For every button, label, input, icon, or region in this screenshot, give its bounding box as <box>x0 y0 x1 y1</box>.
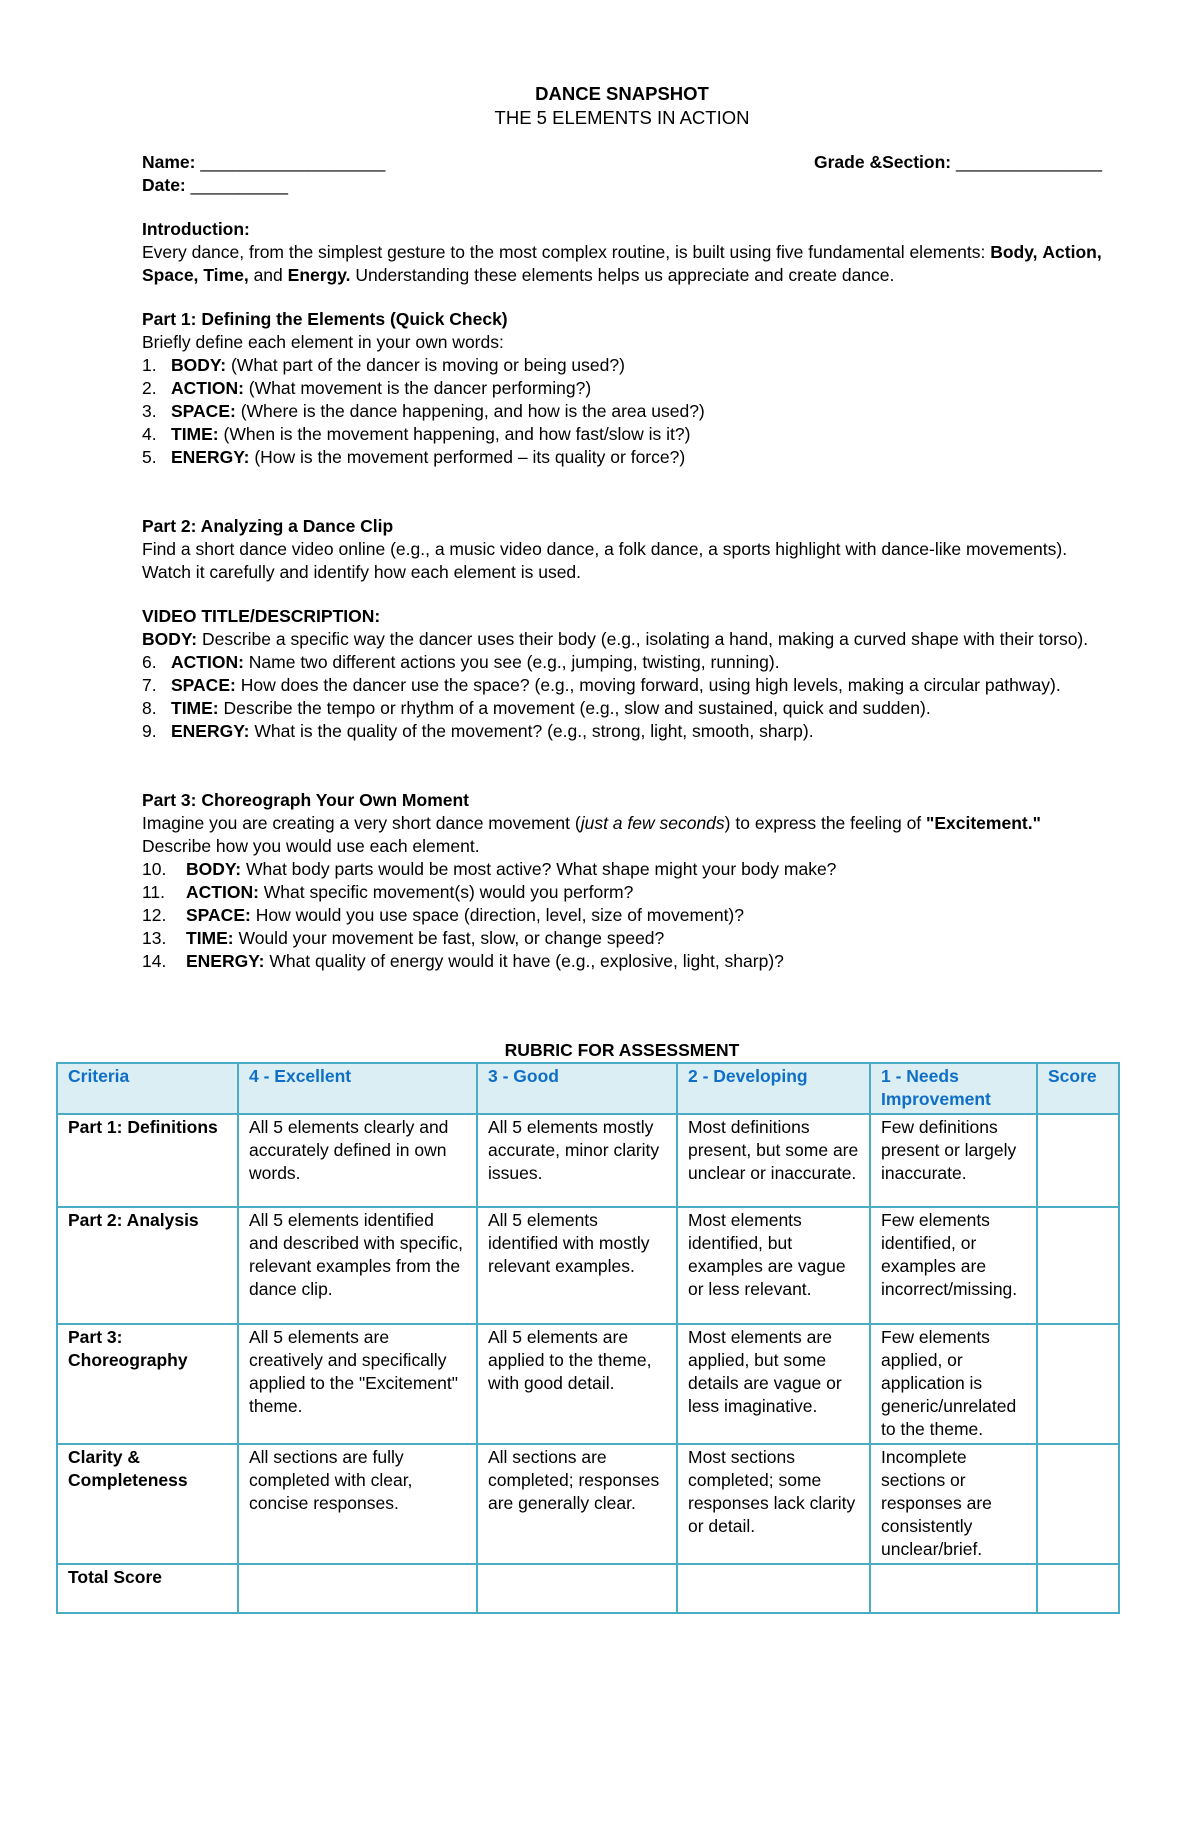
item-number: 6. <box>142 652 157 672</box>
list-item <box>142 400 1102 423</box>
header-score: Score <box>1037 1063 1119 1114</box>
student-fields-row <box>142 151 1102 174</box>
item-number: 3. <box>142 401 157 421</box>
intro-element-time: Time, <box>203 265 249 285</box>
item-label: TIME: <box>171 424 219 444</box>
introduction-heading: Introduction: <box>142 219 250 239</box>
header-criteria: Criteria <box>57 1063 238 1114</box>
item-text: What specific movement(s) would you perform? <box>263 882 634 902</box>
item-label: ACTION: <box>171 378 244 398</box>
item-number: 12. <box>142 905 167 925</box>
item-label: ACTION: <box>171 652 244 672</box>
item-text: (What movement is the dancer performing?) <box>248 378 592 398</box>
date-field[interactable] <box>142 174 1102 197</box>
header-developing: 2 - Developing <box>677 1063 870 1114</box>
list-item <box>142 904 1102 927</box>
item-number: 10. <box>142 859 167 879</box>
list-item <box>142 446 1102 469</box>
part3-instruction-part3: Describe how you would use each element. <box>142 836 480 856</box>
item-number: 9. <box>142 721 157 741</box>
criteria-cell: Part 3: Choreography <box>57 1324 238 1444</box>
grade-section-label: Grade &Section: <box>814 152 952 172</box>
item-number: 4. <box>142 424 157 444</box>
part1-section <box>142 308 1102 469</box>
rubric-cell: All 5 elements identified with mostly relevant examples. <box>477 1207 677 1324</box>
item-text: What quality of energy would it have (e.g., explosive, light, sharp)? <box>269 951 784 971</box>
item-label: ENERGY: <box>171 721 250 741</box>
table-row <box>57 1207 1119 1324</box>
intro-text-part1: Every dance, from the simplest gesture to the most complex routine, is built using five fundamental elements: <box>142 242 986 262</box>
page-title: DANCE SNAPSHOT <box>535 83 709 104</box>
total-score-cell[interactable] <box>1037 1564 1119 1613</box>
item-text: Would your movement be fast, slow, or change speed? <box>238 928 665 948</box>
score-cell[interactable] <box>1037 1324 1119 1444</box>
item-text: How would you use space (direction, level, size of movement)? <box>255 905 744 925</box>
item-label: TIME: <box>186 928 234 948</box>
item-number: 7. <box>142 675 157 695</box>
header-good: 3 - Good <box>477 1063 677 1114</box>
table-row <box>57 1114 1119 1207</box>
rubric-cell: All 5 elements clearly and accurately defined in own words. <box>238 1114 477 1207</box>
excitement-label: "Excitement." <box>926 813 1041 833</box>
list-item <box>142 950 1102 973</box>
rubric-title: RUBRIC FOR ASSESSMENT <box>504 1040 740 1060</box>
list-item <box>142 377 1102 400</box>
intro-text-part2: Understanding these elements helps us appreciate and create dance. <box>355 265 895 285</box>
item-label: BODY: <box>186 859 242 879</box>
item-label: ENERGY: <box>171 447 250 467</box>
date-label: Date: <box>142 175 186 195</box>
list-item <box>142 697 1102 720</box>
part3-instruction <box>142 812 1102 858</box>
empty-cell <box>238 1564 477 1613</box>
table-row <box>57 1324 1119 1444</box>
worksheet-content <box>68 82 1102 1614</box>
item-text: (What part of the dancer is moving or being used?) <box>230 355 625 375</box>
part2-section <box>142 515 1102 743</box>
list-item <box>142 858 1102 881</box>
rubric-cell: All 5 elements identified and described with specific, relevant examples from the dance clip. <box>238 1207 477 1324</box>
rubric-cell: Few elements identified, or examples are incorrect/missing. <box>870 1207 1037 1324</box>
item-number: 14. <box>142 951 167 971</box>
rubric-cell: Most sections completed; some responses lack clarity or detail. <box>677 1444 870 1564</box>
item-text: How does the dancer use the space? (e.g., moving forward, using high levels, making a circular pathway). <box>240 675 1061 695</box>
item-text: What is the quality of the movement? (e.g., strong, light, smooth, sharp). <box>254 721 814 741</box>
intro-and: and <box>253 265 283 285</box>
empty-cell <box>870 1564 1037 1613</box>
score-cell[interactable] <box>1037 1444 1119 1564</box>
rubric-cell: All 5 elements mostly accurate, minor clarity issues. <box>477 1114 677 1207</box>
criteria-cell: Clarity & Completeness <box>57 1444 238 1564</box>
part3-section <box>142 789 1102 973</box>
intro-element-space: Space, <box>142 265 199 285</box>
item-label: TIME: <box>171 698 219 718</box>
part3-instruction-part1: Imagine you are creating a very short dance movement ( <box>142 813 581 833</box>
item-text: What body parts would be most active? What shape might your body make? <box>245 859 837 879</box>
rubric-cell: Most elements identified, but examples are vague or less relevant. <box>677 1207 870 1324</box>
item-number: 8. <box>142 698 157 718</box>
item-text: (Where is the dance happening, and how is the area used?) <box>240 401 705 421</box>
empty-cell <box>677 1564 870 1613</box>
rubric-cell: Most definitions present, but some are unclear or inaccurate. <box>677 1114 870 1207</box>
introduction-section <box>142 218 1102 287</box>
list-item <box>142 651 1102 674</box>
score-cell[interactable] <box>1037 1207 1119 1324</box>
body-label: BODY: <box>142 629 198 649</box>
item-label: SPACE: <box>171 401 236 421</box>
part3-instruction-part2: ) to express the feeling of <box>724 813 922 833</box>
part2-body-prompt <box>142 628 1102 651</box>
item-label: ACTION: <box>186 882 259 902</box>
intro-element-body: Body, <box>990 242 1038 262</box>
item-number: 1. <box>142 355 157 375</box>
table-row <box>57 1444 1119 1564</box>
page-subtitle: THE 5 ELEMENTS IN ACTION <box>494 107 750 128</box>
item-label: SPACE: <box>171 675 236 695</box>
rubric-cell: All 5 elements are applied to the theme, with good detail. <box>477 1324 677 1444</box>
item-text: Describe the tempo or rhythm of a movement (e.g., slow and sustained, quick and sudden). <box>223 698 931 718</box>
rubric-cell: All sections are fully completed with clear, concise responses. <box>238 1444 477 1564</box>
list-item <box>142 674 1102 697</box>
criteria-cell: Part 1: Definitions <box>57 1114 238 1207</box>
item-text: Name two different actions you see (e.g., jumping, twisting, running). <box>248 652 780 672</box>
part1-list <box>142 354 1102 469</box>
name-blank-line[interactable]: ___________________ <box>200 152 386 172</box>
name-field[interactable] <box>142 151 385 174</box>
rubric-cell: Incomplete sections or responses are consistently unclear/brief. <box>870 1444 1037 1564</box>
item-number: 13. <box>142 928 167 948</box>
rubric-cell: Most elements are applied, but some details are vague or less imaginative. <box>677 1324 870 1444</box>
total-score-label: Total Score <box>57 1564 238 1613</box>
header-excellent: 4 - Excellent <box>238 1063 477 1114</box>
rubric-header-row <box>57 1063 1119 1114</box>
body-text: Describe a specific way the dancer uses their body (e.g., isolating a hand, making a curved shape with their torso). <box>201 629 1089 649</box>
rubric-cell: Few elements applied, or application is generic/unrelated to the theme. <box>870 1324 1037 1444</box>
introduction-text <box>142 241 1102 287</box>
list-item <box>142 423 1102 446</box>
intro-element-action: Action, <box>1042 242 1102 262</box>
part2-heading: Part 2: Analyzing a Dance Clip <box>142 516 394 536</box>
list-item <box>142 720 1102 743</box>
item-label: SPACE: <box>186 905 251 925</box>
criteria-cell: Part 2: Analysis <box>57 1207 238 1324</box>
part2-list <box>142 651 1102 743</box>
grade-section-field[interactable] <box>814 151 1102 174</box>
part3-instruction-italic: just a few seconds <box>580 813 725 833</box>
part3-list <box>142 858 1102 973</box>
score-cell[interactable] <box>1037 1114 1119 1207</box>
item-number: 5. <box>142 447 157 467</box>
rubric-cell: Few definitions present or largely inaccurate. <box>870 1114 1037 1207</box>
rubric-table <box>56 1062 1120 1614</box>
video-title-label: VIDEO TITLE/DESCRIPTION: <box>142 606 381 626</box>
date-blank-line[interactable]: __________ <box>190 175 288 195</box>
list-item <box>142 927 1102 950</box>
part1-instruction: Briefly define each element in your own words: <box>142 332 504 352</box>
part1-heading: Part 1: Defining the Elements (Quick Check) <box>142 309 508 329</box>
item-label: ENERGY: <box>186 951 265 971</box>
item-text: (When is the movement happening, and how fast/slow is it?) <box>223 424 691 444</box>
item-number: 11. <box>142 882 166 902</box>
item-label: BODY: <box>171 355 227 375</box>
header-needs-improvement: 1 - Needs Improvement <box>870 1063 1037 1114</box>
empty-cell <box>477 1564 677 1613</box>
total-score-row <box>57 1564 1119 1613</box>
intro-element-energy: Energy. <box>287 265 351 285</box>
part3-heading: Part 3: Choreograph Your Own Moment <box>142 790 470 810</box>
name-label: Name: <box>142 152 196 172</box>
item-text: (How is the movement performed – its quality or force?) <box>254 447 686 467</box>
rubric-cell: All sections are completed; responses are generally clear. <box>477 1444 677 1564</box>
list-item <box>142 354 1102 377</box>
grade-section-blank-line[interactable]: _______________ <box>956 152 1102 172</box>
part2-instruction: Find a short dance video online (e.g., a music video dance, a folk dance, a sports highlight with dance-like movements). Watch it carefully and identify how each element is used. <box>142 539 1068 582</box>
item-number: 2. <box>142 378 157 398</box>
rubric-cell: All 5 elements are creatively and specifically applied to the "Excitement" theme. <box>238 1324 477 1444</box>
list-item <box>142 881 1102 904</box>
